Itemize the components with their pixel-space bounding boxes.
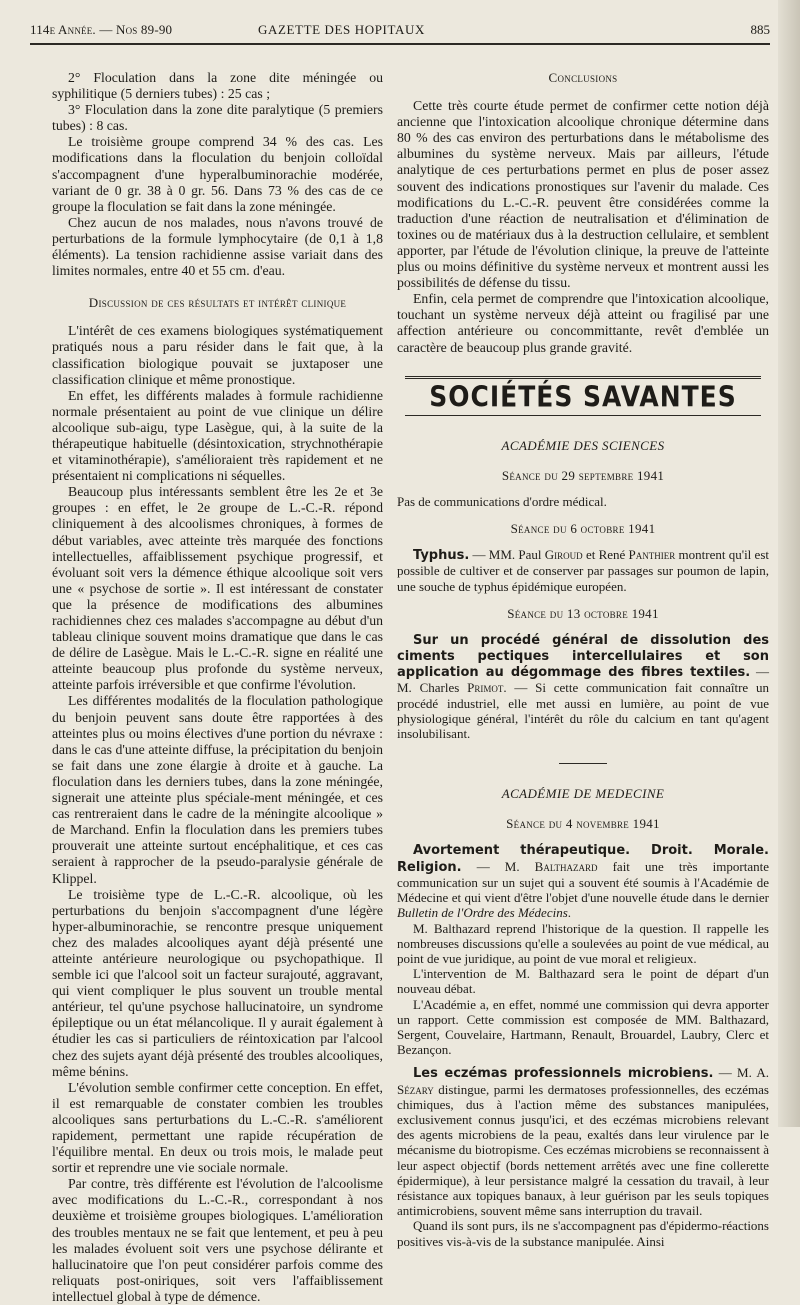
communication-title: Les eczémas professionnels microbiens.: [413, 1066, 714, 1082]
seance-heading: Séance du 6 octobre 1941: [510, 521, 656, 537]
paragraph: Par contre, très différente est l'évolution de l'alcoolisme avec modifications du L.-C.-R., correspondant à nos deuxième et troisième groupes biologiques. L'amélioration des troubles mentaux ne se fait que lentement, et peu à peu les malades évoluent soit vers une psychose délirante et hallucinatoire que l'on peut considérer parfois comme des reliquats post-oniriques, soit vers l'affaiblissement intellectuel global à type de démence.: [52, 1176, 383, 1304]
communication-title: Avortement thérapeutique. Droit. Morale. Religion.: [397, 843, 769, 875]
header-rule: [30, 43, 770, 45]
paragraph: Le troisième groupe comprend 34 % des cas. Les modifications dans la floculation du benjoin colloïdal s'accompagnent d'une hyperalbuminorachie modérée, variant de 0 gr. 38 à 0 gr. 56. Dans 73 % des cas de ce groupe la floculation se fait dans la zone méningée.: [52, 134, 383, 214]
list-item-3: 3° Floculation dans la zone dite paralytique (5 premiers tubes) : 8 cas.: [52, 102, 383, 134]
paragraph: Enfin, cela permet de comprendre que l'intoxication alcoolique, touchant un système nerveux déjà atteint ou fragilisé par une affection antérieure ou concommittante, revêt d'emblée un caractère de beaucoup plus grande gravité.: [397, 291, 769, 355]
communication-avortement: [397, 842, 769, 920]
right-column: [397, 70, 769, 1249]
list-item-2: 2° Floculation dans la zone dite méningée ou syphilitique (5 derniers tubes) : 25 cas ;: [52, 70, 383, 102]
communication-ciments: [397, 632, 769, 741]
text-fragment: montrent qu'il est possible de cultiver et de conserver par passages sur poumon de lapin, une souche de typhus épidémique européen.: [397, 547, 769, 594]
seance-heading: Séance du 29 septembre 1941: [501, 467, 665, 483]
societes-savantes-banner: [397, 376, 769, 416]
communication-eczemas: [397, 1065, 769, 1218]
author-name: Sézary: [397, 1081, 434, 1097]
text-fragment: fait une très importante communication sur un sujet qui a souvent été soumis à l'Académie de Médecine et qui vient d'être l'objet d'une nouvelle étude dans le dernier: [397, 858, 769, 906]
author-name: Balthazard: [534, 858, 598, 874]
paragraph: L'intérêt de ces examens biologiques systématiquement pratiqués nous a paru résider dans le fait que, à la classification biologique pouvait se juxtaposer une classification clinique et même pronostique.: [52, 323, 383, 387]
communication-title: Typhus.: [413, 548, 470, 564]
page-number: 885: [750, 22, 770, 37]
academie-medecine-title: ACADÉMIE DE MEDECINE: [501, 786, 665, 802]
paragraph: M. Balthazard reprend l'historique de la question. Il rappelle les nombreuses discussions qu'elle a soulevées au point de vue médical, au point de vue juridique, au point de vue moral et religieux.: [397, 920, 769, 966]
text-fragment: .: [567, 905, 572, 921]
seance-heading: Séance du 13 octobre 1941: [507, 605, 659, 621]
paragraph: L'intervention de M. Balthazard sera le point de départ d'un nouveau débat.: [397, 966, 769, 997]
left-column: [52, 70, 383, 1305]
academie-sciences-title: ACADÉMIE DES SCIENCES: [501, 437, 665, 453]
journal-title: GAZETTE DES HOPITAUX: [258, 22, 425, 37]
text-fragment: — M.: [461, 858, 535, 874]
text-fragment: . — Si cette communication fait connaître un procédé industriel, elle met aussi en lumière, au point de vue physiologique général, l'intérêt du rôle du calcium en tant qu'agent insolubilisant.: [397, 680, 769, 742]
paragraph: Quand ils sont purs, ils ne s'accompagnent pas d'épidermo-réactions positives vis-à-vis de la substance manipulée. Ainsi: [397, 1218, 769, 1249]
communication-title: Sur un procédé général de dissolution des ciments pectiques intercellulaires et son application au dégommage des fibres textiles.: [397, 632, 769, 681]
issue-label: 114e Année. — Nos 89-90: [30, 22, 173, 37]
author-name: Panthier: [628, 547, 676, 563]
seance-text: Pas de communications d'ordre médical.: [397, 493, 607, 509]
text-fragment: — M. Charles: [397, 664, 770, 696]
communication-typhus: [397, 547, 769, 594]
paragraph: L'évolution semble confirmer cette conception. En effet, il est remarquable de constater combien les troubles alcooliques sans perturbations du L.-C.-R. s'améliorent rapidement, permettant une rapide récupération de l'équilibre mental. En deux ou trois mois, le malade peut sortir et reprendre une vie sociale normale.: [52, 1079, 383, 1176]
author-name: Primot: [467, 680, 504, 696]
author-name: Giroud: [544, 547, 583, 563]
page-edge-shadow: [778, 0, 800, 1127]
paragraph: Le troisième type de L.-C.-R. alcoolique, où les perturbations du benjoin s'accompagnent d'une légère hyper-albuminorachie, se rencontre presque uniquement chez des malades alcooliques ayant déjà présenté une atteinte antérieure neurologique ou psychopathique. Il semble ici que l'alcool soit un facteur surajouté, aggravant, qui vient compliquer le plus souvent un trouble mental antérieur, tel qu'une psychose hallucinatoire, un syndrome épileptique ou un état mélancolique. Il y aurait également à étudier les cas si particuliers de réintoxication par l'alcool chez des sujets ayant déjà présenté des troubles alcooliques, même bénins.: [52, 886, 383, 1079]
text-fragment: distingue, parmi les dermatoses professionnelles, des eczémas chimiques, dus à l'action même des substances manipulées, exclusivement connus jusqu'ici, et des eczémas microbiens relevant des agents microbiens de la peau, exaltés dans leur virulence par le mécanisme du biotropisme. Ces eczémas microbiens se reconnaissent à leur aspect objectif (bords nettement arrêtés avec une fine collerette épidermique), à leur persistance malgré la cessation du travail, à leur résistance aux topiques banaux, à leur guérison par les seuls topiques antimicrobiens, souvent même sans interruption du travail.: [397, 1081, 769, 1219]
bulletin-title: Bulletin de l'Ordre des Médecins: [397, 905, 568, 921]
section-separator: [559, 763, 607, 764]
text-fragment: — M. A.: [713, 1065, 769, 1081]
paragraph: L'Académie a, en effet, nommé une commission qui devra apporter un rapport. Cette commission est composée de MM. Balthazard, Sergent, Couvelaire, Hartmann, Renault, Brouardel, Laubry, Clerc et Bezançon.: [397, 996, 769, 1058]
paragraph: Les différentes modalités de la floculation pathologique du benjoin peuvent sans doute être rapportées à des atteintes plus ou moins électives d'une portion du névraxe : dans le cas d'une atteinte diffuse, la précipitation du benjoin se fait dans une zone élargie à droite et à gauche. La floculation dans les derniers tubes, dans la zone méningée, signerait une atteinte plus spéciale-ment méningée, et ces cas rentreraient dans le cadre de la méningite alcoolique » de Marchand. Enfin la floculation dans les premiers tubes prouverait une atteinte surtout encéphalitique, et ces cas seraient à rapprocher de la pseudo-paralysie générale de Klippel.: [52, 693, 383, 886]
section-title-conclusions: Conclusions: [548, 70, 618, 85]
paragraph: Chez aucun de nos malades, nous n'avons trouvé de perturbations de la formule lymphocytaire (de 0,1 à 1,8 éléments). La tension rachidienne assise variait dans des limites normales, entre 40 et 55 cm. d'eau.: [52, 214, 383, 279]
paragraph: Cette très courte étude permet de confirmer cette notion déjà ancienne que l'intoxication alcoolique chronique détermine dans 80 % des cas environ des perturbations dans le métabolisme des albumines du système nerveux. Mais par ailleurs, l'étude analytique de ces perturbations permet en plus de poser assez souvent des indications pronostiques sur l'avenir du malade. Ces modifications du L.-C.-R. peuvent être considérées comme la traduction d'une réaction de neutralisation et d'élimination de toxines ou de matériaux dus à la destruction cellulaire, et semblent apporter, par l'étude de l'évolution clinique, la preuve de l'atteinte plus ou moins définitive du système nerveux et montrent aussi les possibilités de défense du tissu.: [397, 98, 769, 291]
paragraph: Beaucoup plus intéressants semblent être les 2e et 3e groupes : en effet, le 2e groupe de L.-C.-R. répond cliniquement à des alcoolismes chroniques, à formes de début variables, avec atteinte très marquée des fonctions intellectuelles, affaiblissement psychique progressif, et évoluant soit vers la démence éthique alcoolique soit vers une « psychose de sortie ». Il est intéressant de constater que la présence de modifications des albumines rachidiennes chez ces malades s'accompagne au début d'un tableau clinique souvent moins dramatique que dans le cas de délire de Lasègue. Mais le L.-C.-R. signe en réalité une atteinte beaucoup plus profonde du système nerveux, atteinte parfois irréversible et que confirme l'évolution.: [52, 484, 383, 693]
text-fragment: et René: [582, 547, 629, 563]
banner-title: SOCIÉTÉS SAVANTES: [429, 379, 737, 413]
text-fragment: — MM. Paul: [469, 547, 545, 563]
section-title-discussion: Discussion de ces résultats et intérêt clinique: [88, 295, 347, 311]
paragraph: En effet, les différents malades à formule rachidienne normale présentaient au point de vue clinique un délire alcoolique sub-aigu, type Lasègue, qui, à la suite de la thérapeutique habituelle (désintoxication, strychnothérapie et vitaminothérapie), s'amélioraient très rapidement et ne présentaient ni complications ni séquelles.: [52, 387, 383, 484]
page-header: [30, 20, 770, 40]
seance-heading: Séance du 4 novembre 1941: [506, 816, 660, 832]
